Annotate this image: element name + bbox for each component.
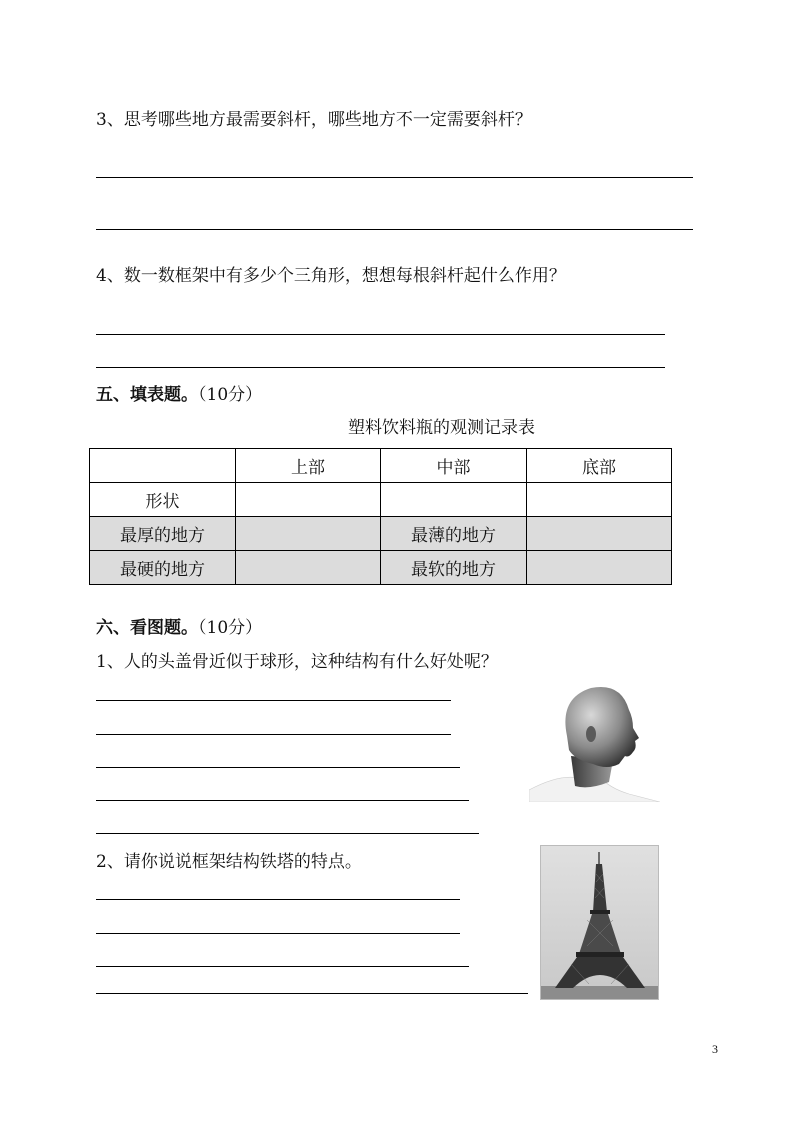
header-cell: 上部	[236, 449, 381, 483]
answer-line[interactable]	[96, 899, 460, 900]
header-cell	[90, 449, 236, 483]
picture-question-2: 2、请你说说框架结构铁塔的特点。	[96, 852, 362, 872]
tower-photo	[540, 845, 659, 1000]
answer-line[interactable]	[96, 933, 460, 934]
answer-cell[interactable]	[236, 551, 381, 585]
header-cell: 底部	[527, 449, 672, 483]
answer-line[interactable]	[96, 177, 693, 178]
answer-line[interactable]	[96, 993, 528, 994]
answer-line[interactable]	[96, 734, 451, 735]
answer-line[interactable]	[96, 367, 665, 368]
answer-line[interactable]	[96, 966, 469, 967]
answer-cell[interactable]	[527, 483, 672, 517]
table-header-row	[90, 449, 672, 483]
answer-cell[interactable]	[381, 483, 527, 517]
eiffel-tower-image	[541, 846, 658, 999]
answer-line[interactable]	[96, 229, 693, 230]
answer-cell[interactable]	[236, 517, 381, 551]
answer-line[interactable]	[96, 334, 665, 335]
section-5-heading	[96, 380, 262, 405]
answer-line[interactable]	[96, 833, 479, 834]
row-label: 最硬的地方	[90, 551, 236, 585]
head-photo	[529, 678, 660, 802]
question-3: 3、思考哪些地方最需要斜杆，哪些地方不一定需要斜杆？	[96, 110, 532, 130]
table-caption: 塑料饮料瓶的观测记录表	[348, 418, 535, 438]
table-row	[90, 517, 672, 551]
answer-cell[interactable]	[527, 517, 672, 551]
answer-cell[interactable]	[236, 483, 381, 517]
row-label: 最薄的地方	[381, 517, 527, 551]
observation-table	[89, 448, 672, 585]
answer-line[interactable]	[96, 800, 469, 801]
answer-cell[interactable]	[527, 551, 672, 585]
answer-line[interactable]	[96, 700, 451, 701]
picture-question-1: 1、人的头盖骨近似于球形，这种结构有什么好处呢？	[96, 652, 498, 672]
answer-line[interactable]	[96, 767, 460, 768]
row-label: 最厚的地方	[90, 517, 236, 551]
section-6-heading	[96, 613, 262, 638]
section-6-title: 六、看图题。	[96, 618, 198, 638]
question-4: 4、数一数框架中有多少个三角形，想想每根斜杆起什么作用？	[96, 266, 566, 286]
bald-head-image	[529, 678, 660, 802]
section-5-title: 五、填表题。	[96, 385, 198, 405]
header-cell: 中部	[381, 449, 527, 483]
section-6-score: （10分）	[198, 618, 263, 638]
page-number: 3	[712, 1042, 718, 1056]
row-label: 最软的地方	[381, 551, 527, 585]
table-row	[90, 551, 672, 585]
row-label: 形状	[90, 483, 236, 517]
section-5-score: （10分）	[198, 385, 263, 405]
table-row	[90, 483, 672, 517]
